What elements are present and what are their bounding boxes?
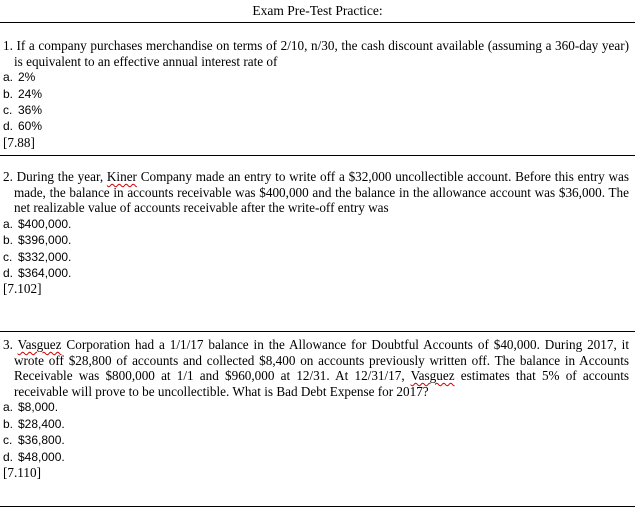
- question-2-option-d: d. $364,000.: [3, 266, 72, 280]
- question-1: [3, 38, 629, 151]
- misspelled-word: Vasguez: [410, 368, 455, 384]
- question-2-option-c: c. $332,000.: [3, 249, 72, 264]
- page-title: Exam Pre-Test Practice:: [252, 3, 383, 18]
- question-1-option-c: c. 36%: [3, 103, 43, 117]
- question-3-option-d: d. $48,000.: [3, 449, 65, 464]
- question-3-stem: 3. Vasguez Corporation had a 1/1/17 balance in the Allowance for Doubtful Accounts of $40,000. During 2017, it wrote off $28,800 of accounts and collected $8,400 on accounts previously written off. The balance in Accounts Receivable was $800,000 at 1/1 and $960,000 at 12/31. At 12/31/17, Vasguez estimates that 5% of accounts receivable will prove to be uncollectible. What is Bad Debt Expense for 2017?: [3, 337, 629, 399]
- divider: [0, 331, 635, 332]
- question-1-stem: 1. If a company purchases merchandise on terms of 2/10, n/30, the cash discount available (assuming a 360-day year) is equivalent to an effective annual interest rate of: [3, 38, 629, 69]
- divider: [0, 155, 635, 156]
- question-3: [3, 337, 629, 481]
- misspelled-word: Kiner: [106, 169, 137, 184]
- question-2-option-a: a. $400,000.: [3, 216, 72, 231]
- question-3-option-c: c. $36,800.: [3, 433, 65, 448]
- question-3-option-b: b. $28,400.: [3, 416, 65, 431]
- question-2-reference: [7.102]: [3, 281, 42, 297]
- question-2-stem: 2. During the year, Kiner Company made an entry to write off a $32,000 uncollectible account. Before this entry was made, the balance in accounts receivable was $400,000 and the balance in the allowance account was $36,000. The net realizable value of accounts receivable after the write-off entry was: [3, 169, 629, 216]
- question-1-reference: [7.88]: [3, 134, 35, 150]
- question-1-option-d: d. 60%: [3, 119, 43, 134]
- question-2-option-b: b. $396,000.: [3, 233, 72, 248]
- divider: [0, 22, 635, 23]
- question-1-option-b: b. 24%: [3, 86, 43, 101]
- question-3-option-a: a. $8,000.: [3, 400, 59, 415]
- question-2: [3, 169, 629, 298]
- misspelled-word: Vasguez: [17, 337, 62, 352]
- question-3-reference: [7.110]: [3, 465, 41, 480]
- divider: [0, 506, 635, 507]
- question-1-option-a: a. 2%: [3, 70, 36, 85]
